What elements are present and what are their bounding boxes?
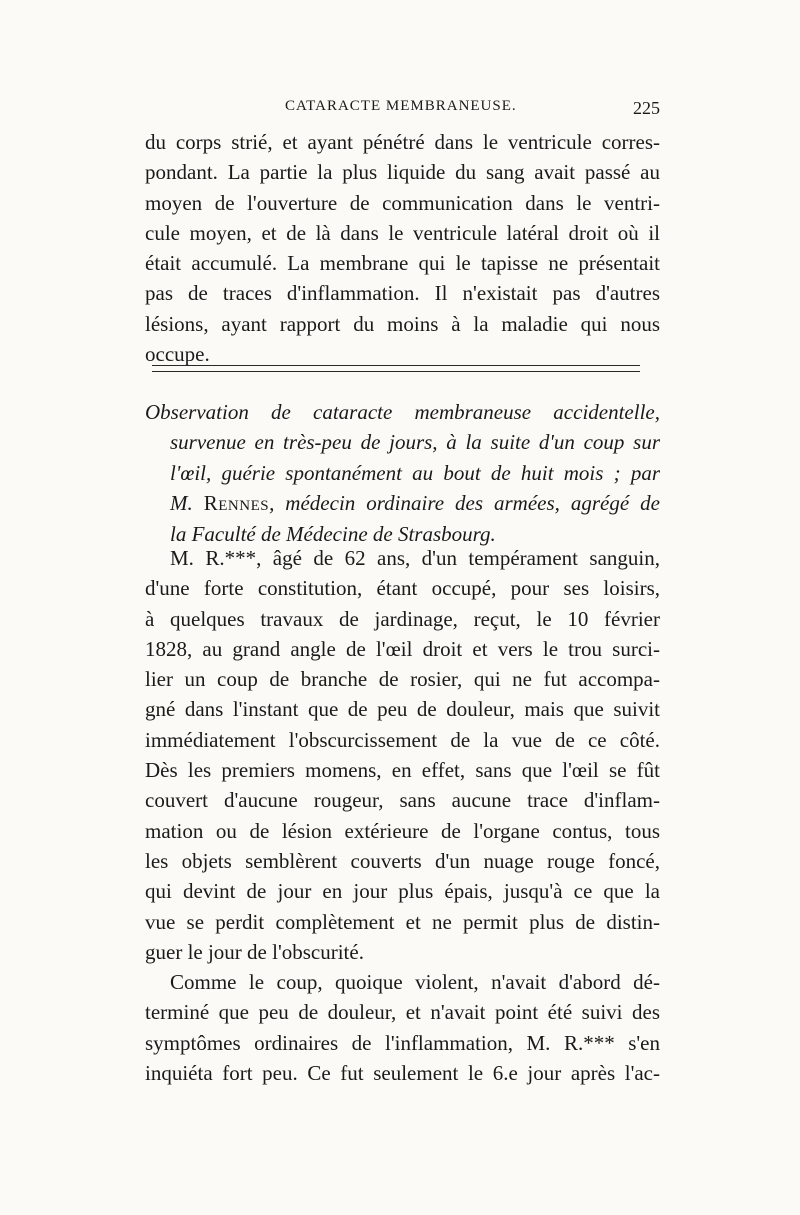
text-line: inquiéta fort peu. Ce fut seulement le 6.e jour après l'ac- xyxy=(145,1061,660,1086)
text-line: moyen de l'ouverture de communication dans le ventri- xyxy=(145,190,660,215)
text-line: pas de traces d'inflammation. Il n'existait pas d'autres xyxy=(145,281,660,306)
heading-line: l'œil, guérie spontanément au bout de huit mois ; par xyxy=(170,460,660,485)
heading-line: survenue en très-peu de jours, à la suite d'un coup sur xyxy=(170,430,660,455)
observation-heading xyxy=(145,397,660,549)
text-line: vue se perdit complètement et ne permit plus de distin- xyxy=(145,909,660,934)
text-line: lier un coup de branche de rosier, qui ne fut accompa- xyxy=(145,667,660,692)
top-paragraph xyxy=(145,127,660,369)
heading-line: la Faculté de Médecine de Strasbourg. xyxy=(170,521,496,546)
text-line: du corps strié, et ayant pénétré dans le ventricule corres- xyxy=(145,130,660,154)
heading-line xyxy=(145,488,660,518)
text-line: mation ou de lésion extérieure de l'organe contus, tous xyxy=(145,818,660,843)
text-line: 1828, au grand angle de l'œil droit et vers le trou surci- xyxy=(145,636,660,661)
text-line: qui devint de jour en jour plus épais, jusqu'à ce que la xyxy=(145,879,660,904)
heading-initial: M. xyxy=(170,491,193,516)
heading-line: Observation de cataracte membraneuse accidentelle, xyxy=(145,400,660,424)
page-number: 225 xyxy=(633,98,660,118)
text-line: lésions, ayant rapport du moins à la maladie qui nous xyxy=(145,311,660,336)
author-name: Rennes xyxy=(203,491,270,516)
text-line: guer le jour de l'obscurité. xyxy=(145,939,364,964)
text-line: occupe. xyxy=(145,342,210,367)
text-line: cule moyen, et de là dans le ventricule latéral droit où il xyxy=(145,220,660,245)
running-title: CATARACTE MEMBRANEUSE. xyxy=(285,98,517,114)
text-line: Dès les premiers momens, en effet, sans que l'œil se fût xyxy=(145,758,660,783)
text-line: à quelques travaux de jardinage, reçut, le 10 février xyxy=(145,606,660,631)
text-line: immédiatement l'obscurcissement de la vue de ce côté. xyxy=(145,727,660,752)
text-line: couvert d'aucune rougeur, sans aucune trace d'inflam- xyxy=(145,788,660,813)
section-divider xyxy=(152,365,640,372)
heading-line-rest: , médecin ordinaire des armées, agrégé de xyxy=(269,491,660,516)
running-head xyxy=(145,98,660,124)
text-line: Comme le coup, quoique violent, n'avait d'abord dé- xyxy=(170,970,660,995)
text-line: terminé que peu de douleur, et n'avait point été suivi des xyxy=(145,1000,660,1025)
body-paragraph xyxy=(145,543,660,1088)
text-line: symptômes ordinaires de l'inflammation, M. R.*** s'en xyxy=(145,1030,660,1055)
text-line: les objets semblèrent couverts d'un nuage rouge foncé, xyxy=(145,848,660,873)
text-line: était accumulé. La membrane qui le tapisse ne présentait xyxy=(145,251,660,276)
text-line: d'une forte constitution, étant occupé, pour ses loisirs, xyxy=(145,576,660,601)
text-line: gné dans l'instant que de peu de douleur, mais que suivit xyxy=(145,697,660,722)
text-line: pondant. La partie la plus liquide du sang avait passé au xyxy=(145,160,660,185)
text-line: M. R.***, âgé de 62 ans, d'un tempérament sanguin, xyxy=(170,546,660,570)
